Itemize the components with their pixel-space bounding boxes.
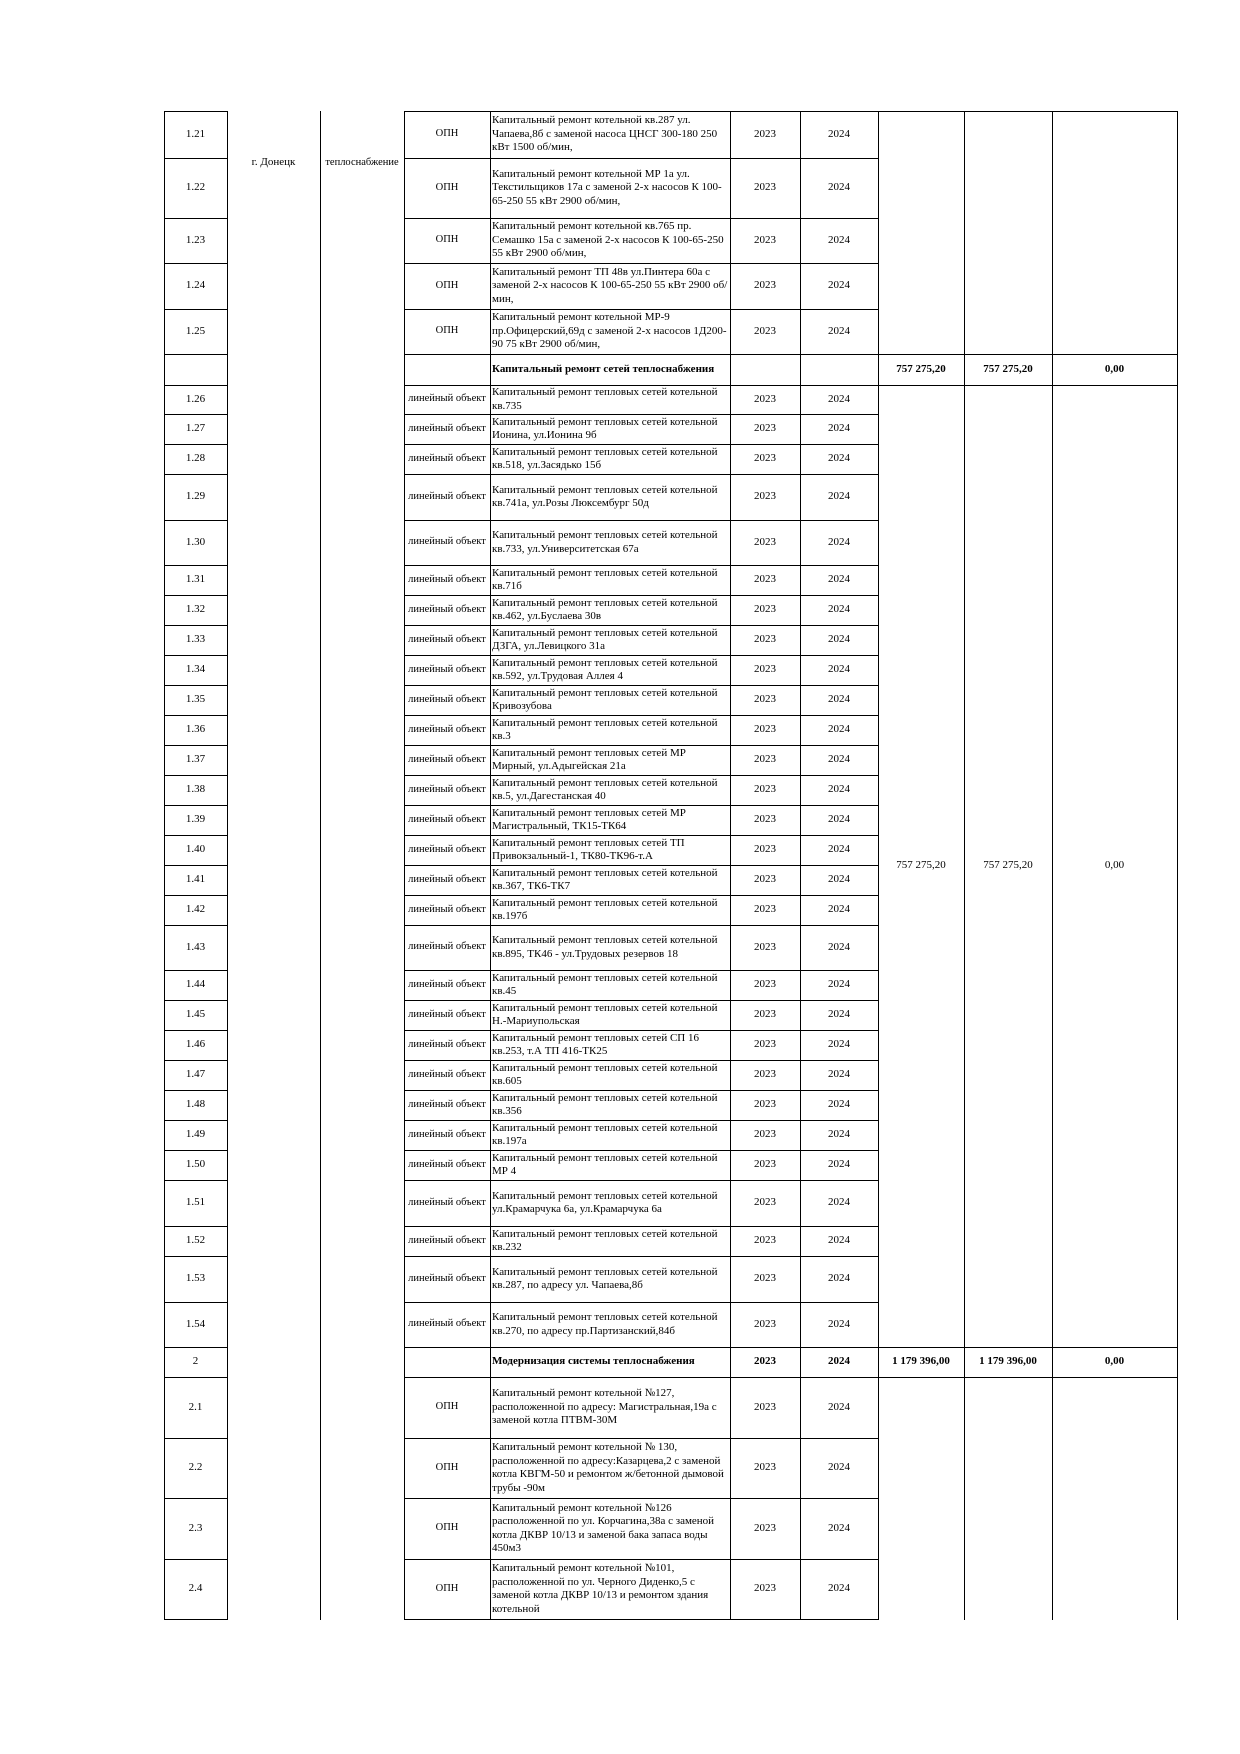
- start-year: 2023: [754, 633, 776, 646]
- object-type: линейный объект: [408, 422, 486, 434]
- h-rule: [404, 685, 879, 686]
- row-number: 1.45: [185, 1008, 206, 1021]
- event-description: Капитальный ремонт тепловых сетей котельной кв.197б: [492, 896, 718, 922]
- row-number: 1.51: [185, 1196, 206, 1209]
- row-number: 1.31: [185, 573, 206, 586]
- end-year: 2024: [828, 663, 850, 676]
- start-year: 2023: [754, 903, 776, 916]
- end-year: 2024: [828, 1196, 850, 1209]
- event-description: Капитальный ремонт тепловых сетей котельной кв.270, по адресу пр.Партизанский,84б: [492, 1311, 718, 1337]
- event-description: Капитальный ремонт тепловых сетей котельной кв.518, ул.Засядько 15б: [492, 445, 718, 471]
- h-rule: [164, 1120, 228, 1121]
- h-rule: [164, 925, 228, 926]
- end-year: 2024: [828, 693, 850, 706]
- h-rule: [164, 1226, 228, 1227]
- end-year: 2024: [828, 723, 850, 736]
- start-year: 2023: [754, 1068, 776, 1081]
- start-year: 2023: [754, 1272, 776, 1285]
- h-rule: [404, 1302, 879, 1303]
- h-rule: [404, 925, 879, 926]
- object-type: линейный объект: [408, 663, 486, 675]
- h-rule: [164, 1150, 228, 1151]
- event-description: Капитальный ремонт тепловых сетей котельной кв.197а: [492, 1121, 718, 1147]
- h-rule: [164, 655, 228, 656]
- event-description: Капитальный ремонт тепловых сетей котельной кв.232: [492, 1227, 718, 1253]
- h-rule: [404, 111, 879, 112]
- h-rule: [404, 595, 879, 596]
- event-description: Капитальный ремонт котельной №127, расположенной по адресу: Магистральная,19а с заменой котла ПТВМ-30М: [492, 1387, 717, 1427]
- h-rule: [404, 385, 1178, 386]
- start-year: 2023: [754, 1128, 776, 1141]
- start-year: 2023: [754, 422, 776, 435]
- start-year: 2023: [754, 1196, 776, 1209]
- end-year: 2024: [828, 1128, 850, 1141]
- h-rule: [404, 1060, 879, 1061]
- row-number: 1.35: [185, 693, 206, 706]
- h-rule: [404, 745, 879, 746]
- event-description: Капитальный ремонт сетей теплоснабжения: [492, 362, 715, 375]
- end-year: 2024: [828, 813, 850, 826]
- row-number: 1.43: [185, 940, 206, 953]
- end-year: 2024: [828, 1355, 850, 1368]
- h-rule: [164, 414, 228, 415]
- object-type: [404, 354, 490, 385]
- row-number: 1.28: [185, 452, 206, 465]
- event-description: Капитальный ремонт тепловых сетей котельной ДЗГА, ул.Левицкого 31а: [492, 626, 718, 652]
- h-rule: [404, 1150, 879, 1151]
- row-number: 1.38: [185, 783, 206, 796]
- row-number: 1.33: [185, 633, 206, 646]
- h-rule: [164, 520, 228, 521]
- object-type: линейный объект: [408, 1038, 486, 1050]
- end-year: 2024: [828, 1461, 850, 1474]
- row-number: 1.41: [185, 873, 206, 886]
- start-year: 2023: [754, 1521, 776, 1534]
- networks-total-cost: 757 275,20: [896, 859, 946, 872]
- row-number: 1.54: [185, 1317, 206, 1330]
- event-description: Капитальный ремонт тепловых сетей котельной Н.-Мариупольская: [492, 1001, 718, 1027]
- event-description: Капитальный ремонт тепловых сетей МР Мирный, ул.Адыгейская 21а: [492, 746, 686, 772]
- h-rule: [404, 354, 1178, 355]
- start-year: 2023: [754, 1461, 776, 1474]
- object-type: линейный объект: [408, 603, 486, 615]
- object-type: линейный объект: [408, 941, 486, 953]
- row-number: 1.40: [185, 843, 206, 856]
- event-description: Капитальный ремонт тепловых сетей котельной кв.733, ул.Университетская 67а: [492, 529, 718, 555]
- row-number: 1.46: [185, 1038, 206, 1051]
- event-description: Капитальный ремонт тепловых сетей котельной кв.3: [492, 716, 718, 742]
- start-year: 2023: [754, 535, 776, 548]
- object-type: линейный объект: [408, 723, 486, 735]
- row-number: 1.25: [185, 324, 206, 337]
- row-number: 1.24: [185, 279, 206, 292]
- h-rule: [164, 895, 228, 896]
- end-year: 2024: [828, 1158, 850, 1171]
- event-description: Капитальный ремонт котельной №101, расположенной по ул. Черного Диденко,5 с заменой котла ДКВР 10/13 и ремонтом здания котельной: [492, 1562, 709, 1615]
- h-rule: [164, 444, 228, 445]
- h-rule: [164, 218, 228, 219]
- object-type: линейный объект: [408, 1196, 486, 1208]
- object-type: линейный объект: [408, 490, 486, 502]
- event-description: Капитальный ремонт котельной МР-9 пр.Офицерский,69д с заменой 2-х насосов 1Д200-90 75 кВт 2900 об/мин,: [492, 311, 727, 351]
- row-number: 2.1: [188, 1400, 203, 1413]
- h-rule: [404, 805, 879, 806]
- end-year: 2024: [828, 1068, 850, 1081]
- event-description: Капитальный ремонт котельной №126 расположенной по ул. Корчагина,38а с заменой котла ДКВР 10/13 и заменой бака запаса воды 450м3: [492, 1501, 715, 1554]
- h-rule: [404, 1377, 1178, 1378]
- object-type: линейный объект: [408, 1158, 486, 1170]
- end-year: 2024: [828, 1098, 850, 1111]
- row-number: 1.30: [185, 535, 206, 548]
- h-rule: [404, 218, 879, 219]
- start-year: 2023: [754, 181, 776, 194]
- total-cost: 1 179 396,00: [892, 1355, 950, 1368]
- object-type: линейный объект: [408, 1008, 486, 1020]
- other-cost: 0,00: [1104, 362, 1125, 375]
- h-rule: [404, 1120, 879, 1121]
- row-number: 1.22: [185, 181, 206, 194]
- object-type: линейный объект: [408, 843, 486, 855]
- h-rule: [878, 111, 1178, 112]
- row-number: 1.49: [185, 1128, 206, 1141]
- object-type: ОПН: [435, 234, 459, 246]
- start-year: 2023: [754, 1098, 776, 1111]
- end-year: 2024: [828, 452, 850, 465]
- h-rule: [164, 1619, 228, 1620]
- start-year: 2023: [754, 279, 776, 292]
- h-rule: [404, 895, 879, 896]
- row-number: 1.42: [185, 903, 206, 916]
- h-rule: [404, 835, 879, 836]
- object-type: линейный объект: [408, 813, 486, 825]
- row-number: [164, 354, 227, 385]
- event-description: Капитальный ремонт тепловых сетей котельной кв.462, ул.Буслаева 30в: [492, 596, 718, 622]
- h-rule: [404, 263, 879, 264]
- h-rule: [404, 1619, 879, 1620]
- row-number: 1.47: [185, 1068, 206, 1081]
- row-number: 2: [192, 1355, 199, 1368]
- h-rule: [404, 414, 879, 415]
- start-year: 2023: [754, 324, 776, 337]
- h-rule: [164, 309, 228, 310]
- h-rule: [164, 1030, 228, 1031]
- h-rule: [164, 565, 228, 566]
- row-number: 2.4: [188, 1582, 203, 1595]
- object-type: ОПН: [435, 1582, 459, 1594]
- start-year: 2023: [754, 452, 776, 465]
- h-rule: [404, 1226, 879, 1227]
- budget-cost: 1 179 396,00: [979, 1355, 1037, 1368]
- object-type: линейный объект: [408, 978, 486, 990]
- budget-cost: 757 275,20: [983, 362, 1033, 375]
- h-rule: [164, 775, 228, 776]
- end-year: 2024: [828, 783, 850, 796]
- end-year: 2024: [828, 1008, 850, 1021]
- end-year: 2024: [828, 753, 850, 766]
- h-rule: [164, 385, 228, 386]
- object-type: линейный объект: [408, 1234, 486, 1246]
- object-type: линейный объект: [408, 903, 486, 915]
- end-year: 2024: [828, 1272, 850, 1285]
- start-year: 2023: [754, 753, 776, 766]
- h-rule: [404, 1438, 879, 1439]
- h-rule: [164, 745, 228, 746]
- start-year: 2023: [754, 783, 776, 796]
- h-rule: [164, 158, 228, 159]
- start-year: 2023: [754, 813, 776, 826]
- event-description: Капитальный ремонт тепловых сетей котельной кв.5, ул.Дагестанская 40: [492, 776, 718, 802]
- event-description: Капитальный ремонт тепловых сетей котельной Ионина, ул.Ионина 9б: [492, 415, 718, 441]
- event-description: Капитальный ремонт котельной № 130, расположенной по адресу:Казарцева,2 с заменой котла КВГМ-50 и ремонтом ж/бетонной дымовой трубы -90м: [492, 1441, 724, 1494]
- event-description: Капитальный ремонт тепловых сетей котельной кв.735: [492, 386, 718, 412]
- end-year: 2024: [828, 324, 850, 337]
- row-number: 1.26: [185, 392, 206, 405]
- event-description: Капитальный ремонт тепловых сетей котельной кв.287, по адресу ул. Чапаева,8б: [492, 1265, 718, 1291]
- start-year: 2023: [754, 873, 776, 886]
- end-year: 2024: [828, 127, 850, 140]
- h-rule: [164, 263, 228, 264]
- start-year: 2023: [754, 693, 776, 706]
- start-year: 2023: [754, 978, 776, 991]
- end-year: 2024: [828, 392, 850, 405]
- h-rule: [404, 775, 879, 776]
- sphere-label: теплоснабжение: [325, 156, 399, 168]
- row-number: 1.23: [185, 233, 206, 246]
- h-rule: [404, 655, 879, 656]
- row-number: 1.29: [185, 490, 206, 503]
- end-year: 2024: [828, 873, 850, 886]
- object-type: линейный объект: [408, 873, 486, 885]
- end-year: 2024: [828, 1234, 850, 1247]
- object-type: линейный объект: [408, 1098, 486, 1110]
- start-year: 2023: [754, 1008, 776, 1021]
- start-year: 2023: [754, 573, 776, 586]
- event-description: Капитальный ремонт тепловых сетей котельной кв.895, ТК46 - ул.Трудовых резервов 18: [492, 934, 718, 960]
- h-rule: [404, 1000, 879, 1001]
- h-rule: [164, 685, 228, 686]
- end-year: 2024: [828, 1521, 850, 1534]
- object-type: линейный объект: [408, 753, 486, 765]
- h-rule: [404, 1498, 879, 1499]
- start-year: 2023: [754, 127, 776, 140]
- end-year: 2024: [828, 422, 850, 435]
- start-year: 2023: [754, 1355, 776, 1368]
- h-rule: [164, 1000, 228, 1001]
- h-rule: [164, 1498, 228, 1499]
- start-year: 2023: [754, 1234, 776, 1247]
- end-year: 2024: [828, 940, 850, 953]
- h-rule: [404, 715, 879, 716]
- event-description: Капитальный ремонт тепловых сетей котельной МР 4: [492, 1151, 718, 1177]
- h-rule: [404, 565, 879, 566]
- start-year: 2023: [754, 663, 776, 676]
- event-description: Капитальный ремонт тепловых сетей котельной Кривозубова: [492, 686, 718, 712]
- object-type: линейный объект: [408, 633, 486, 645]
- row-number: 1.53: [185, 1272, 206, 1285]
- event-description: Капитальный ремонт тепловых сетей котельной кв.71б: [492, 566, 718, 592]
- end-year: 2024: [828, 1038, 850, 1051]
- start-year: 2023: [754, 1582, 776, 1595]
- end-year: 2024: [828, 603, 850, 616]
- h-rule: [164, 805, 228, 806]
- object-type: линейный объект: [408, 452, 486, 464]
- h-rule: [164, 111, 228, 112]
- object-type: ОПН: [435, 279, 459, 291]
- end-year: 2024: [828, 1582, 850, 1595]
- h-rule: [164, 595, 228, 596]
- start-year: 2023: [754, 603, 776, 616]
- h-rule: [164, 1438, 228, 1439]
- start-year: 2023: [754, 723, 776, 736]
- end-year: 2024: [828, 978, 850, 991]
- h-rule: [164, 1090, 228, 1091]
- h-rule: [404, 520, 879, 521]
- h-rule: [404, 970, 879, 971]
- event-description: Капитальный ремонт тепловых сетей котельной кв.356: [492, 1091, 718, 1117]
- h-rule: [404, 474, 879, 475]
- object-type: ОПН: [435, 128, 459, 140]
- event-description: Капитальный ремонт тепловых сетей котельной кв.741а, ул.Розы Люксембург 50д: [492, 483, 718, 509]
- start-year: 2023: [754, 1317, 776, 1330]
- networks-budget-cost: 757 275,20: [983, 859, 1033, 872]
- h-rule: [164, 354, 228, 355]
- h-rule: [164, 1180, 228, 1181]
- object-type: линейный объект: [408, 693, 486, 705]
- event-description: Модернизация системы теплоснабжения: [492, 1355, 695, 1368]
- start-year: 2023: [754, 843, 776, 856]
- object-type: линейный объект: [408, 1318, 486, 1330]
- event-description: Капитальный ремонт котельной кв.287 ул. Чапаева,8б с заменой насоса ЦНСГ 300-180 250 кВт 1500 об/мин,: [492, 114, 718, 154]
- h-rule: [164, 835, 228, 836]
- object-type: линейный объект: [408, 393, 486, 405]
- event-description: Капитальный ремонт тепловых сетей СП 16 кв.253, т.А ТП 416-ТК25: [492, 1031, 699, 1057]
- end-year: [800, 354, 878, 385]
- start-year: 2023: [754, 392, 776, 405]
- row-number: 1.21: [185, 127, 206, 140]
- row-number: 1.50: [185, 1158, 206, 1171]
- networks-other-cost: 0,00: [1104, 859, 1125, 872]
- h-rule: [404, 1090, 879, 1091]
- object-type: линейный объект: [408, 1128, 486, 1140]
- object-type: ОПН: [435, 1522, 459, 1534]
- h-rule: [404, 865, 879, 866]
- end-year: 2024: [828, 903, 850, 916]
- h-rule: [164, 1302, 228, 1303]
- h-rule: [164, 865, 228, 866]
- end-year: 2024: [828, 633, 850, 646]
- event-description: Капитальный ремонт ТП 48в ул.Пинтера 60а с заменой 2-х насосов К 100-65-250 55 кВт 2900 об/мин,: [492, 265, 728, 305]
- row-number: 1.52: [185, 1234, 206, 1247]
- end-year: 2024: [828, 181, 850, 194]
- end-year: 2024: [828, 233, 850, 246]
- row-number: 2.3: [188, 1521, 203, 1534]
- event-description: Капитальный ремонт тепловых сетей котельной кв.605: [492, 1061, 718, 1087]
- h-rule: [164, 970, 228, 971]
- h-rule: [164, 474, 228, 475]
- start-year: 2023: [754, 1158, 776, 1171]
- row-number: 1.36: [185, 723, 206, 736]
- h-rule: [404, 158, 879, 159]
- event-description: Капитальный ремонт тепловых сетей котельной кв.592, ул.Трудовая Аллея 4: [492, 656, 718, 682]
- h-rule: [164, 715, 228, 716]
- event-description: Капитальный ремонт котельной МР 1а ул. Текстильщиков 17а с заменой 2-х насосов К 100-65-250 55 кВт 2900 об/мин,: [492, 167, 722, 207]
- event-description: Капитальный ремонт котельной кв.765 пр. Семашко 15а с заменой 2-х насосов К 100-65-250 55 кВт 2900 об/мин,: [492, 220, 724, 260]
- row-number: 2.2: [188, 1461, 203, 1474]
- end-year: 2024: [828, 279, 850, 292]
- v-rule: [1052, 111, 1053, 1620]
- object-type: ОПН: [435, 1461, 459, 1473]
- event-description: Капитальный ремонт тепловых сетей котельной кв.45: [492, 971, 718, 997]
- h-rule: [404, 1559, 879, 1560]
- start-year: [730, 354, 800, 385]
- start-year: 2023: [754, 233, 776, 246]
- row-number: 1.27: [185, 422, 206, 435]
- row-number: 1.39: [185, 813, 206, 826]
- h-rule: [404, 444, 879, 445]
- object-type: [404, 1347, 490, 1377]
- row-number: 1.32: [185, 603, 206, 616]
- h-rule: [404, 309, 879, 310]
- other-cost: 0,00: [1104, 1355, 1125, 1368]
- object-type: линейный объект: [408, 573, 486, 585]
- row-number: 1.34: [185, 663, 206, 676]
- event-description: Капитальный ремонт тепловых сетей котельной ул.Крамарчука 6а, ул.Крамарчука 6а: [492, 1189, 718, 1215]
- object-type: ОПН: [435, 325, 459, 337]
- end-year: 2024: [828, 535, 850, 548]
- h-rule: [404, 625, 879, 626]
- h-rule: [164, 1256, 228, 1257]
- row-number: 1.37: [185, 753, 206, 766]
- end-year: 2024: [828, 1400, 850, 1413]
- row-number: 1.48: [185, 1098, 206, 1111]
- h-rule: [404, 1256, 879, 1257]
- start-year: 2023: [754, 940, 776, 953]
- event-description: Капитальный ремонт тепловых сетей ТП Привокзальный-1, ТК80-ТК96-т.А: [492, 836, 685, 862]
- v-rule: [964, 111, 965, 1620]
- h-rule: [164, 1060, 228, 1061]
- city-label: г. Донецк: [251, 156, 296, 169]
- start-year: 2023: [754, 1400, 776, 1413]
- object-type: линейный объект: [408, 1272, 486, 1284]
- event-description: Капитальный ремонт тепловых сетей котельной кв.367, ТК6-ТК7: [492, 866, 718, 892]
- row-number: 1.44: [185, 978, 206, 991]
- h-rule: [404, 1347, 1178, 1348]
- v-rule: [1177, 111, 1178, 1620]
- object-type: линейный объект: [408, 783, 486, 795]
- total-cost: 757 275,20: [896, 362, 946, 375]
- start-year: 2023: [754, 1038, 776, 1051]
- end-year: 2024: [828, 573, 850, 586]
- end-year: 2024: [828, 490, 850, 503]
- object-type: ОПН: [435, 181, 459, 193]
- h-rule: [164, 1377, 228, 1378]
- h-rule: [164, 1347, 228, 1348]
- h-rule: [164, 1559, 228, 1560]
- object-type: линейный объект: [408, 536, 486, 548]
- object-type: линейный объект: [408, 1068, 486, 1080]
- end-year: 2024: [828, 1317, 850, 1330]
- start-year: 2023: [754, 490, 776, 503]
- h-rule: [164, 625, 228, 626]
- event-description: Капитальный ремонт тепловых сетей МР Магистральный, ТК15-ТК64: [492, 806, 686, 832]
- h-rule: [404, 1030, 879, 1031]
- h-rule: [404, 1180, 879, 1181]
- v-rule: [320, 111, 321, 1620]
- end-year: 2024: [828, 843, 850, 856]
- object-type: ОПН: [435, 1401, 459, 1413]
